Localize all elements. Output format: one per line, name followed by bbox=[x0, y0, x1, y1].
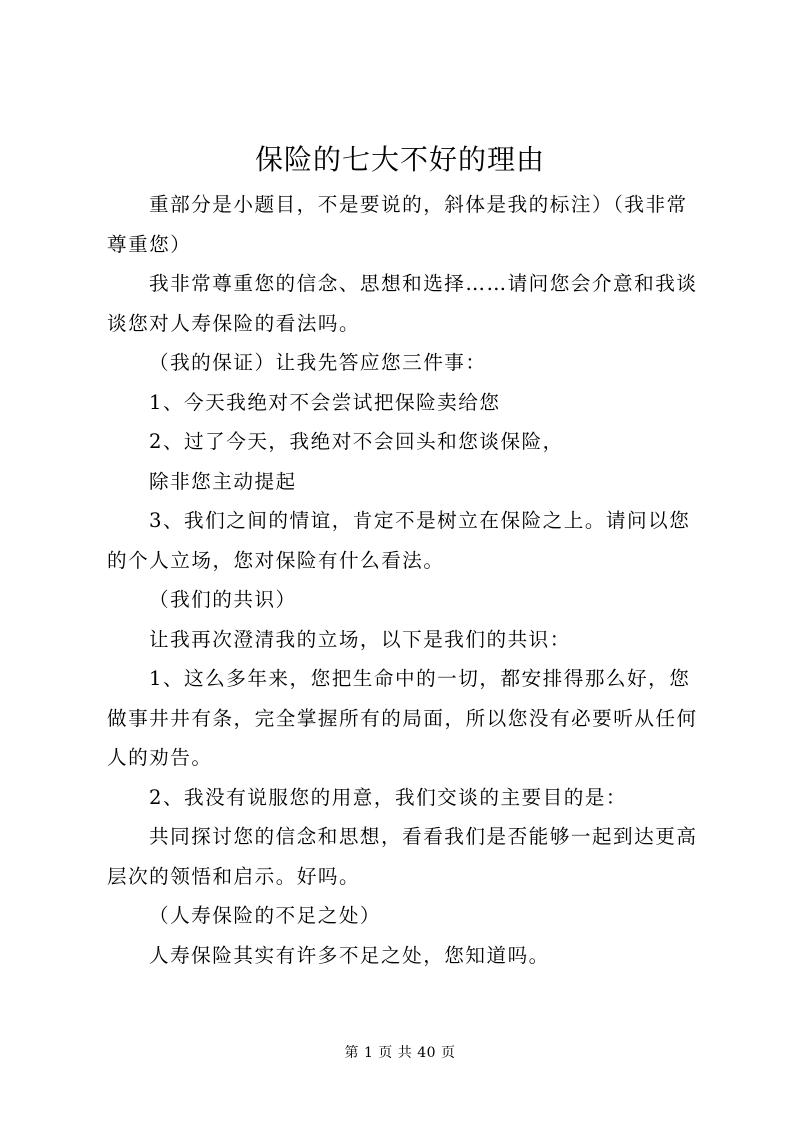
paragraph: （我的保证）让我先答应您三件事： bbox=[149, 351, 487, 374]
paragraph: 2、我没有说服您的用意，我们交谈的主要目的是： bbox=[149, 785, 628, 809]
paragraph: 1、这么多年来，您把生命中的一切，都安排得那么好，您做事井井有条，完全掌握所有的局面，所以您没有必要听从任何人的劝告。 bbox=[107, 667, 698, 769]
paragraph: 让我再次澄清我的立场，以下是我们的共识： bbox=[149, 627, 571, 651]
paragraph: 3、我们之间的情谊，肯定不是树立在保险之上。请问以您的个人立场，您对保险有什么看法。 bbox=[107, 509, 691, 572]
page-footer: 第 1 页 共 40 页 bbox=[344, 1045, 456, 1061]
paragraph: 我非常尊重您的信念、思想和选择……请问您会介意和我谈谈您对人寿保险的看法吗。 bbox=[107, 272, 698, 335]
page-title: 保险的七大不好的理由 bbox=[254, 143, 545, 176]
paragraph: 1、今天我绝对不会尝试把保险卖给您 bbox=[149, 390, 501, 414]
paragraph: 2、过了今天，我绝对不会回头和您谈保险， bbox=[149, 430, 564, 453]
document-body bbox=[107, 185, 701, 975]
paragraph: （人寿保险的不足之处） bbox=[149, 904, 382, 927]
paragraph: 共同探讨您的信念和思想，看看我们是否能够一起到达更高层次的领悟和启示。好吗。 bbox=[107, 825, 698, 888]
paragraph: （我们的共识） bbox=[149, 588, 297, 611]
paragraph: 人寿保险其实有许多不足之处，您知道吗。 bbox=[149, 943, 550, 967]
paragraph: 重部分是小题目，不是要说的，斜体是我的标注）（我非常尊重您） bbox=[107, 193, 688, 256]
paragraph: 除非您主动提起 bbox=[149, 469, 297, 493]
